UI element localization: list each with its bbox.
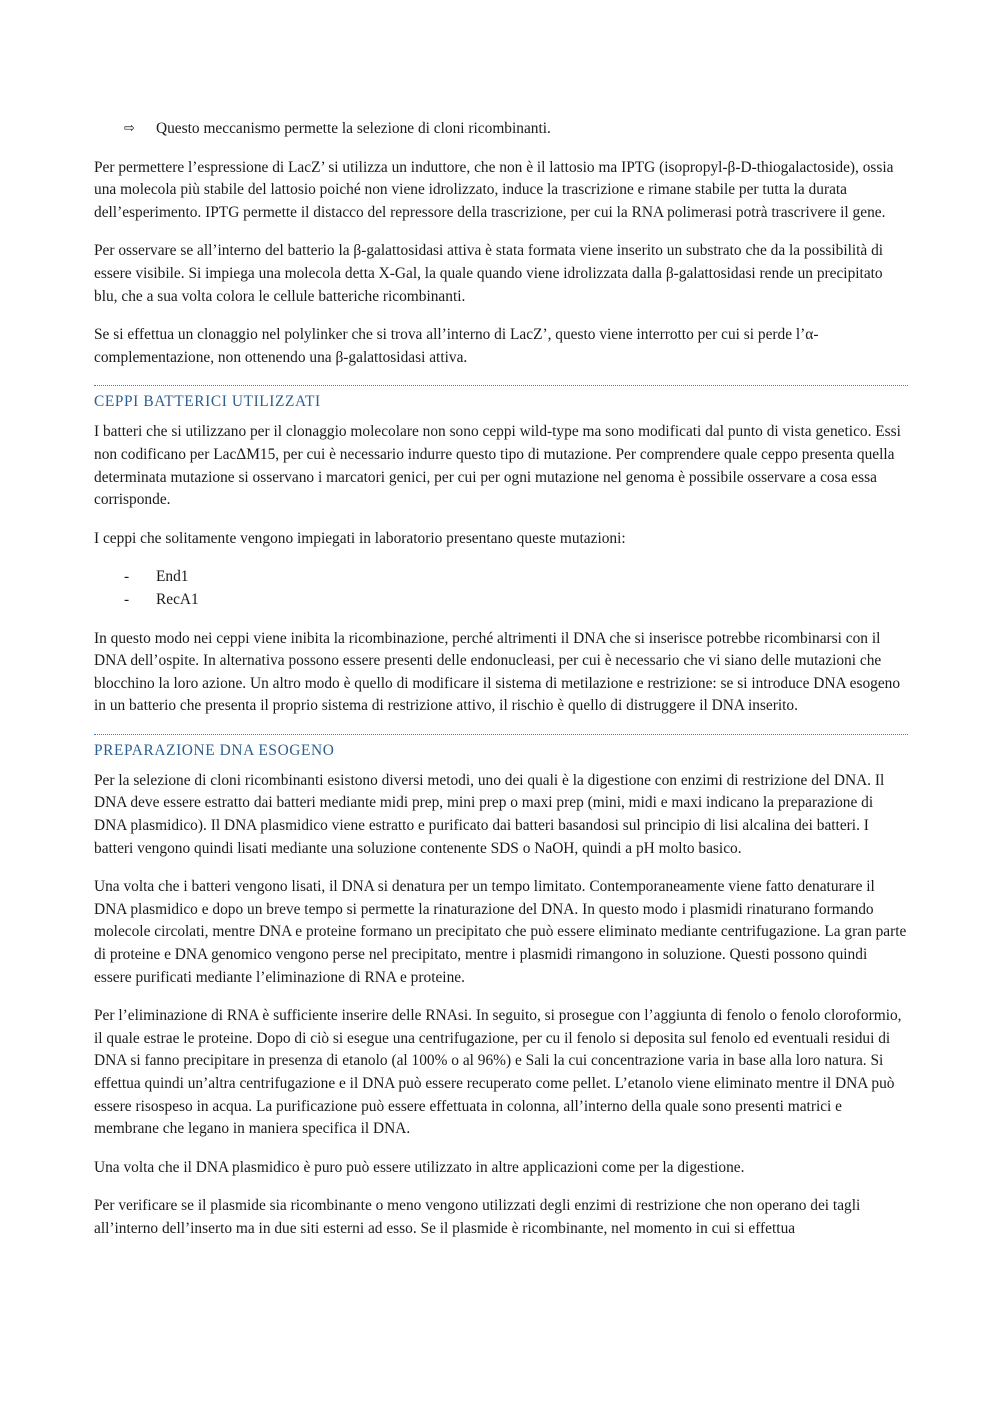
- list-item: [94, 566, 908, 589]
- paragraph-polylinker: Se si effettua un clonaggio nel polylinker che si trova all’interno di LacZ’, questo viene interrotto per cui si perde l’α-complementazione, non ottenendo una β-galattosidasi attiva.: [94, 326, 819, 366]
- section-heading-ceppi: CEPPI BATTERICI UTILIZZATI: [94, 385, 908, 413]
- intro-bullet: [94, 118, 908, 141]
- paragraph-selezione: Per la selezione di cloni ricombinanti esistono diversi metodi, uno dei quali è la digestione con enzimi di restrizione del DNA. Il DNA deve essere estratto dai batteri mediante midi prep, mini prep o maxi prep (mini, midi e maxi indicano la preparazione di DNA plasmidico). Il DNA plasmidico viene estratto e purificato dai batteri basandosi sul principio di lisi alcalina dei batteri. I batteri vengono quindi lisati mediante una soluzione contenente SDS o NaOH, quindi a pH molto basico.: [94, 771, 885, 857]
- arrow-right-outline-icon: ⇨: [124, 121, 135, 136]
- list-dash: -: [124, 590, 130, 608]
- paragraph-verifica-plasmide: Per verificare se il plasmide sia ricombinante o meno vengono utilizzati degli enzimi di restrizione che non operano dei tagli all’interno dell’inserto ma in due siti esterni ad esso. Se il plasmide è ricombinante, nel momento in cui si effettua: [94, 1197, 861, 1237]
- list-item: [94, 589, 908, 612]
- list-dash: -: [124, 568, 130, 586]
- intro-bullet-text: Questo meccanismo permette la selezione di cloni ricombinanti.: [156, 120, 551, 137]
- paragraph-lisi: Una volta che i batteri vengono lisati, il DNA si denatura per un tempo limitato. Contemporaneamente viene fatto denaturare il DNA plasmidico e dopo un breve tempo si permette la rinaturazione del DNA. In questo modo i plasmidi rinaturano formando molecole circolati, mentre DNA e proteine formano un precipitato che può essere eliminato mediante centrifugazione. La gran parte di proteine e DNA genomico vengono perse nel precipitato, mentre i plasmidi rimangono in soluzione. Questi possono quindi essere purificati mediante l’eliminazione di RNA e proteine.: [94, 878, 907, 986]
- paragraph-eliminazione-rna: Per l’eliminazione di RNA è sufficiente inserire delle RNAsi. In seguito, si prosegue con l’aggiunta di fenolo o fenolo cloroformio, il quale estrae le proteine. Dopo di ciò si esegue una centrifugazione, per cu il fenolo si deposita sul fenolo ed eventuali residui di DNA si fanno precipitare in presenza di etanolo (al 100% o al 96%) e Sali la cui concentrazione varia in base alla loro natura. Si effettua quindi un’altra centrifugazione e il DNA può essere recuperato come pellet. L’etanolo viene eliminato mentre il DNA può essere risospeso in acqua. La purificazione può essere effettuata in colonna, all’interno della quale sono presenti matrici e membrane che legano in maniera specifica il DNA.: [94, 1007, 902, 1138]
- mutation-list: [94, 566, 908, 611]
- paragraph-ricombinazione: In questo modo nei ceppi viene inibita la ricombinazione, perché altrimenti il DNA che si inserisce potrebbe ricombinarsi con il DNA dell’ospite. In alternativa possono essere presenti delle endonucleasi, per cui è necessario che vi siano delle mutazioni che blocchino la loro azione. Un altro modo è quello di modificare il sistema di metilazione e restrizione: se si introduce DNA esogeno in un batterio che presenta il proprio sistema di restrizione attivo, il rischio è quello di distruggere il DNA inserito.: [94, 629, 901, 715]
- document-page: [94, 118, 908, 1257]
- paragraph-ceppi-mutazioni: I ceppi che solitamente vengono impiegati in laboratorio presentano queste mutazioni:: [94, 529, 626, 547]
- list-item-text: RecA1: [156, 590, 199, 608]
- paragraph-dna-puro: Una volta che il DNA plasmidico è puro può essere utilizzato in altre applicazioni come per la digestione.: [94, 1158, 745, 1176]
- paragraph-iptg: Per permettere l’espressione di LacZ’ si utilizza un induttore, che non è il lattosio ma IPTG (isopropyl-β-D-thiogalactoside), ossia una molecola più stabile del lattosio poiché non viene idrolizzato, induce la trascrizione e rimane stabile per tutta la durata dell’esperimento. IPTG permette il distacco del repressore della trascrizione, per cui la RNA polimerasi potrà trascrivere il gene.: [94, 158, 894, 221]
- section-heading-preparazione: PREPARAZIONE DNA ESOGENO: [94, 734, 908, 762]
- paragraph-ceppi-intro: I batteri che si utilizzano per il clonaggio molecolare non sono ceppi wild-type ma sono modificati dal punto di vista genetico. Essi non codificano per LacΔM15, per cui è necessario indurre questo tipo di mutazione. Per comprendere quale ceppo presenta quella determinata mutazione si osservano i marcatori genici, per cui per ogni mutazione nel genoma è possibile osservare a cosa essa corrisponde.: [94, 423, 901, 509]
- paragraph-xgal: Per osservare se all’interno del batterio la β-galattosidasi attiva è stata formata viene inserito un substrato che da la possibilità di essere visibile. Si impiega una molecola detta X-Gal, la quale quando viene idrolizzata dalla β-galattosidasi rende un precipitato blu, che a sua volta colora le cellule batteriche ricombinanti.: [94, 242, 884, 305]
- list-item-text: End1: [156, 568, 189, 586]
